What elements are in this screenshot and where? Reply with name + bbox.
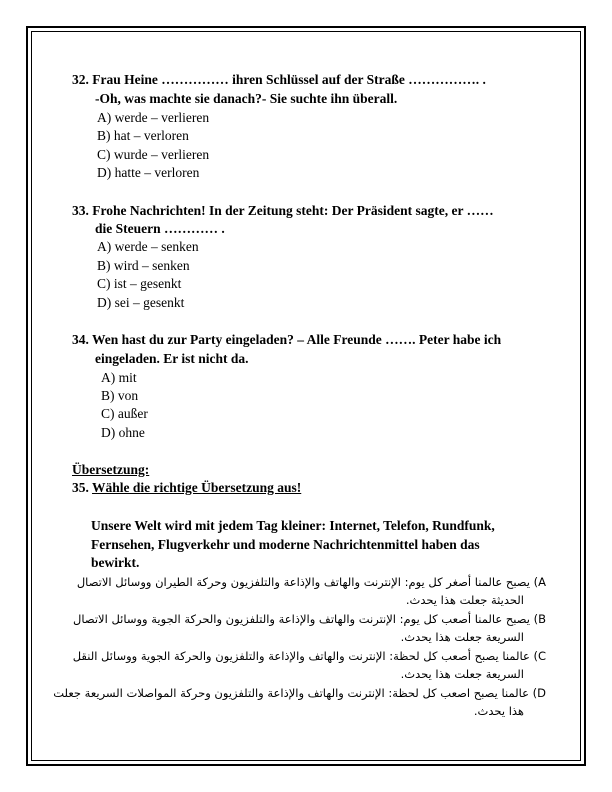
question-34-option-d: D) ohne [101,425,145,440]
question-33-option-a: A) werde – senken [97,239,199,254]
arabic-option-a-line2: الحديثة جعلت هذا يحدث. [405,593,524,607]
question-34-stem: 34. Wen hast du zur Party eingeladen? – Alle Freunde ……. Peter habe ich [72,332,502,347]
arabic-option-b-text: يصبح عالمنا أصعب كل يوم: الإنترنت والهاتف والإذاعة والتلفزيون والحركة الجوية ووسائل الاتصال [73,612,530,626]
passage-line-2: Fernsehen, Flugverkehr und moderne Nachrichtenmittel haben das [91,537,480,552]
question-35-text: Wähle die richtige Übersetzung aus! [92,480,302,495]
question-34-stem-line2: eingeladen. Er ist nicht da. [95,351,249,366]
section-heading: Übersetzung: [72,462,150,477]
arabic-option-d-line2: هذا يحدث. [473,704,524,718]
question-34-option-c: C) außer [101,406,148,421]
question-32-stem-line2: -Oh, was machte sie danach?- Sie suchte ihn überall. [95,91,398,106]
arabic-option-a-text: يصبح عالمنا أصغر كل يوم: الإنترنت والهاتف والإذاعة والتلفزيون وحركة الطيران ووسائل الاتصال [76,575,530,589]
question-32-option-b: B) hat – verloren [97,128,189,143]
arabic-option-a-line1 [76,573,546,591]
arabic-option-d-letter: D) [532,686,546,700]
arabic-option-a [76,573,546,609]
arabic-option-b-line1 [73,610,546,628]
question-34-option-b: B) von [101,388,139,403]
passage-line-1: Unsere Welt wird mit jedem Tag kleiner: Internet, Telefon, Rundfunk, [91,518,495,533]
arabic-option-c [72,647,546,683]
question-33-stem: 33. Frohe Nachrichten! In der Zeitung steht: Der Präsident sagte, er …… [72,203,494,218]
question-32-option-d: D) hatte – verloren [97,165,200,180]
question-33-option-c: C) ist – gesenkt [97,276,182,291]
arabic-option-c-line2: السريعة جعلت هذا يحدث. [400,667,524,681]
question-33-option-d: D) sei – gesenkt [97,295,185,310]
question-33-option-b: B) wird – senken [97,258,190,273]
arabic-option-d [53,684,546,720]
arabic-option-d-text: عالمنا يصبح اصعب كل لحظة: الإنترنت والهاتف والإذاعة والتلفزيون وحركة المواصلات السريعة جعلت [53,686,529,700]
question-33-stem-line2: die Steuern ………… . [95,221,225,236]
question-32-option-a: A) werde – verlieren [97,110,210,125]
arabic-option-c-text: عالمنا يصبح أصعب كل لحظة: الإنترنت والهاتف والإذاعة والتلفزيون والحركة الجوية ووسائل النقل [72,649,530,663]
arabic-option-a-letter: A) [533,575,546,589]
arabic-option-c-line1 [72,647,546,665]
arabic-option-b [73,610,546,646]
question-32-option-c: C) wurde – verlieren [97,147,210,162]
arabic-option-b-letter: B) [533,612,546,626]
question-34-option-a: A) mit [101,370,137,385]
passage-line-3: bewirkt. [91,555,140,570]
question-35-number: 35. [72,480,93,495]
arabic-option-d-line1 [53,684,546,702]
question-35-prompt [72,480,301,496]
arabic-option-b-line2: السريعة جعلت هذا يحدث. [400,630,524,644]
arabic-option-c-letter: C) [533,649,546,663]
question-32-stem: 32. Frau Heine …………… ihren Schlüssel auf der Straße ……………. . [72,72,486,87]
